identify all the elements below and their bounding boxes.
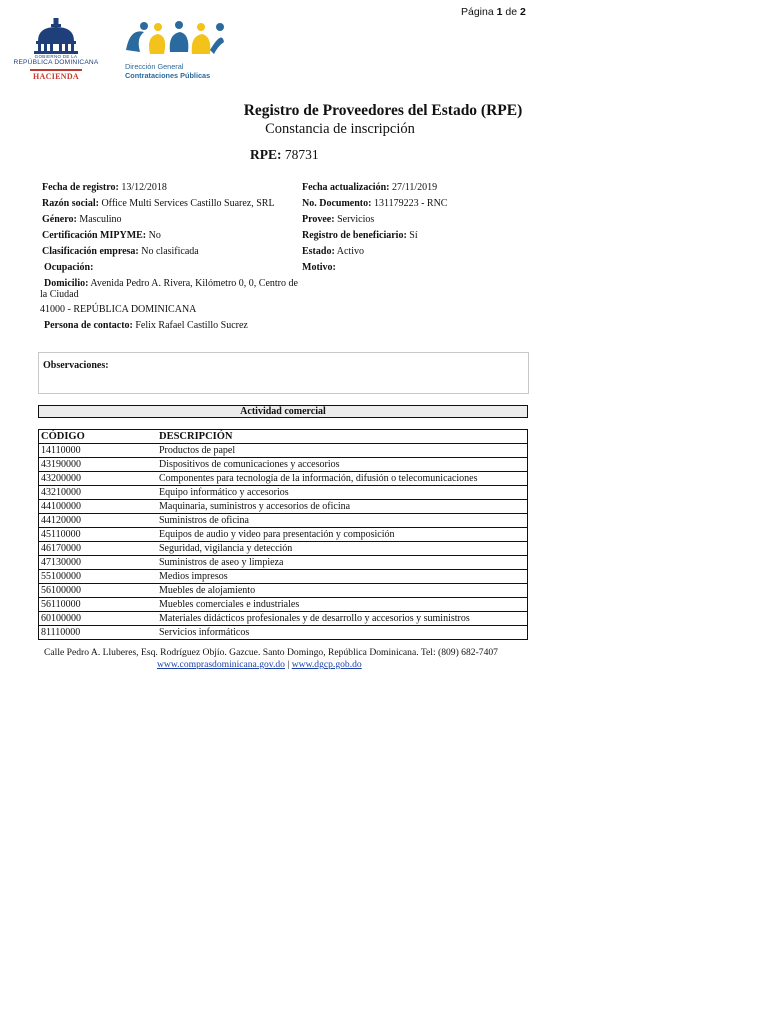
actividad-comercial-header: Actividad comercial xyxy=(38,405,528,418)
field-domicilio-cont: la Ciudad xyxy=(40,289,79,300)
cell-description: Materiales didácticos profesionales y de desarrollo y accesorios y suministros xyxy=(157,612,528,626)
column-header-descripcion: DESCRIPCIÓN xyxy=(157,430,528,444)
field-genero xyxy=(42,214,122,226)
field-motivo xyxy=(302,262,336,274)
cell-code: 45110000 xyxy=(39,528,158,542)
field-ocupacion xyxy=(44,262,93,274)
field-label: Ocupación: xyxy=(44,262,94,273)
field-label: Motivo: xyxy=(302,262,336,273)
table-header-row xyxy=(39,430,528,444)
logo-divider xyxy=(30,69,82,71)
cell-code: 56100000 xyxy=(39,584,158,598)
field-label: Fecha de registro: xyxy=(42,182,119,193)
field-clasificacion xyxy=(42,246,199,258)
field-label: Persona de contacto: xyxy=(44,320,133,331)
cell-description: Muebles comerciales e industriales xyxy=(157,598,528,612)
observaciones-box xyxy=(38,352,529,394)
field-documento xyxy=(302,198,447,210)
hacienda-text: HACIENDA xyxy=(33,72,79,81)
field-label: Domicilio: xyxy=(44,278,89,289)
field-value: Masculino xyxy=(79,214,122,225)
table-row xyxy=(39,556,528,570)
field-postal: 41000 - REPÚBLICA DOMINICANA xyxy=(40,304,197,315)
rpe-value: 78731 xyxy=(284,147,319,162)
cell-description: Seguridad, vigilancia y detección xyxy=(157,542,528,556)
table-row xyxy=(39,528,528,542)
gov-main-text: REPÚBLICA DOMINICANA xyxy=(13,59,99,66)
link-comprasdominicana[interactable]: www.comprasdominicana.gov.do xyxy=(157,659,285,670)
cell-code: 55100000 xyxy=(39,570,158,584)
field-mipyme xyxy=(42,230,161,242)
document-subtitle: Constancia de inscripción xyxy=(265,121,415,137)
field-value: No clasificada xyxy=(141,246,199,257)
field-value: No xyxy=(148,230,161,241)
cell-description: Dispositivos de comunicaciones y accesorios xyxy=(157,458,528,472)
field-label: Certificación MIPYME: xyxy=(42,230,147,241)
cell-code: 47130000 xyxy=(39,556,158,570)
field-provee xyxy=(302,214,374,226)
field-label: Provee: xyxy=(302,214,335,225)
column-header-codigo: CÓDIGO xyxy=(39,430,158,444)
table-row xyxy=(39,612,528,626)
table-row xyxy=(39,472,528,486)
gov-small-text: GOBIERNO DE LA xyxy=(34,54,78,59)
field-value: Servicios xyxy=(337,214,375,225)
cell-code: 81110000 xyxy=(39,626,158,640)
pager-prefix: Página xyxy=(461,6,494,18)
rpe-number xyxy=(250,147,319,163)
dgcp-logo xyxy=(122,20,232,84)
cell-code: 60100000 xyxy=(39,612,158,626)
dgcp-line1: Dirección General xyxy=(125,62,184,71)
cell-code: 43200000 xyxy=(39,472,158,486)
dgcp-line2: Contrataciones Públicas xyxy=(125,71,211,80)
cell-description: Suministros de aseo y limpieza xyxy=(157,556,528,570)
actividad-table xyxy=(38,429,528,640)
table-row xyxy=(39,584,528,598)
table-row xyxy=(39,570,528,584)
cell-code: 46170000 xyxy=(39,542,158,556)
footer-address: Calle Pedro A. Lluberes, Esq. Rodríguez Objío. Gazcue. Santo Domingo, República Dominicana. Tel: (809) 682-7407 xyxy=(44,647,498,658)
page-counter xyxy=(461,6,526,18)
table-row xyxy=(39,542,528,556)
pager-sep: de xyxy=(505,6,518,18)
cell-description: Medios impresos xyxy=(157,570,528,584)
cell-code: 43190000 xyxy=(39,458,158,472)
table-row xyxy=(39,444,528,458)
field-fecha-registro xyxy=(42,182,167,194)
field-label: Estado: xyxy=(302,246,335,257)
field-label: Fecha actualización: xyxy=(302,182,390,193)
table-row xyxy=(39,626,528,640)
cell-description: Servicios informáticos xyxy=(157,626,528,640)
capitol-dome-icon xyxy=(8,18,104,54)
table-row xyxy=(39,598,528,612)
field-value: 13/12/2018 xyxy=(121,182,167,193)
field-contacto xyxy=(44,320,248,332)
field-value: Activo xyxy=(336,246,364,257)
field-label: No. Documento: xyxy=(302,198,372,209)
table-row xyxy=(39,514,528,528)
link-dgcp[interactable]: www.dgcp.gob.do xyxy=(291,659,362,670)
field-label: Género: xyxy=(42,214,77,225)
hacienda-logo xyxy=(8,18,108,88)
cell-description: Componentes para tecnología de la información, difusión o telecomunicaciones xyxy=(157,472,528,486)
observaciones-label: Observaciones: xyxy=(43,360,109,371)
field-domicilio xyxy=(44,278,298,290)
field-fecha-actualizacion xyxy=(302,182,437,194)
field-estado xyxy=(302,246,364,258)
field-label: Clasificación empresa: xyxy=(42,246,139,257)
cell-code: 44120000 xyxy=(39,514,158,528)
footer-links xyxy=(157,659,362,670)
cell-description: Equipos de audio y video para presentación y composición xyxy=(157,528,528,542)
cell-description: Productos de papel xyxy=(157,444,528,458)
document-title: Registro de Proveedores del Estado (RPE) xyxy=(243,102,523,119)
cell-description: Suministros de oficina xyxy=(157,514,528,528)
field-razon-social xyxy=(42,198,275,210)
field-value: Felix Rafael Castillo Sucrez xyxy=(135,320,248,331)
pager-total: 2 xyxy=(520,6,526,18)
field-value: 27/11/2019 xyxy=(391,182,438,193)
table-row xyxy=(39,458,528,472)
pager-current: 1 xyxy=(496,6,503,18)
field-label: Registro de beneficiario: xyxy=(302,230,407,241)
field-value: Avenida Pedro A. Rivera, Kilómetro 0, 0, Centro de xyxy=(90,278,298,289)
field-value: Office Multi Services Castillo Suarez, SRL xyxy=(101,198,275,209)
table-row xyxy=(39,486,528,500)
cell-description: Equipo informático y accesorios xyxy=(157,486,528,500)
cell-code: 14110000 xyxy=(39,444,158,458)
table-row xyxy=(39,500,528,514)
cell-code: 44100000 xyxy=(39,500,158,514)
field-value: Sí xyxy=(409,230,418,241)
cell-code: 43210000 xyxy=(39,486,158,500)
field-value: 131179223 - RNC xyxy=(373,198,448,209)
cell-description: Muebles de alojamiento xyxy=(157,584,528,598)
rpe-label: RPE: xyxy=(250,147,282,162)
cell-code: 56110000 xyxy=(39,598,158,612)
footer-separator: | xyxy=(287,659,290,670)
cell-description: Maquinaria, suministros y accesorios de oficina xyxy=(157,500,528,514)
dgcp-figures-icon xyxy=(122,20,226,60)
field-beneficiario xyxy=(302,230,418,242)
field-label: Razón social: xyxy=(42,198,99,209)
